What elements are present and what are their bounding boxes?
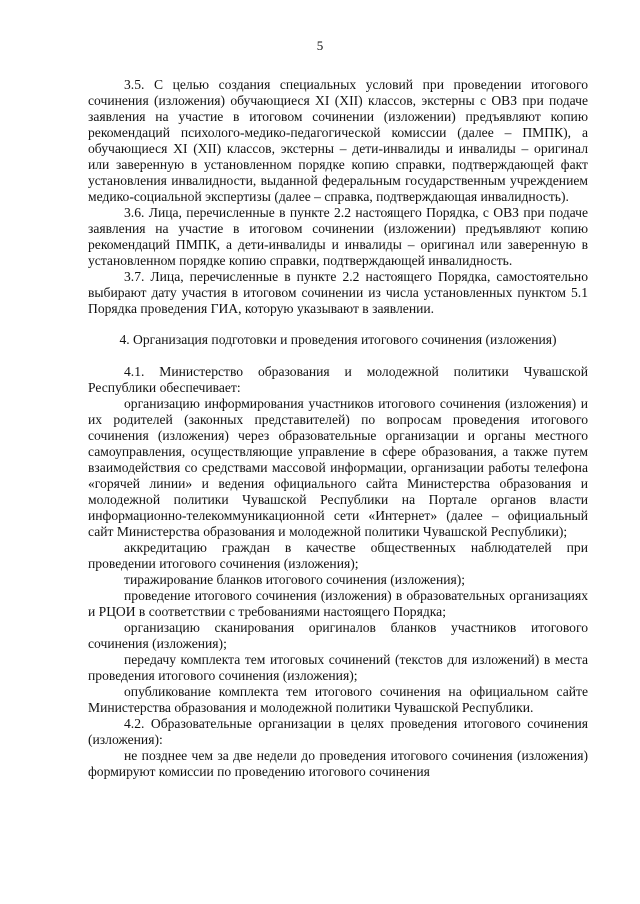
document-body (88, 77, 588, 780)
list-item-printing: тиражирование бланков итогового сочинения (изложения); (124, 572, 466, 587)
section-heading: 4. Организация подготовки и проведения итогового сочинения (изложения) (119, 332, 557, 347)
list-item-commissions: не позднее чем за две недели до проведения итогового сочинения (изложения) формируют комиссии по проведению итогового сочинения (88, 748, 588, 779)
list-item-transfer: передачу комплекта тем итоговых сочинений (текстов для изложений) в места проведения итогового сочинения (изложения); (88, 652, 588, 683)
paragraph-3-5: 3.5. С целью создания специальных условий при проведении итогового сочинения (изложения) обучающиеся XI (XII) классов, экстерны с ОВЗ при подаче заявления на участие в итоговом сочинении (изложении) предъявляют копию рекомендаций психолого-медико-педагогической комиссии (далее – ПМПК), а обучающиеся XI (XII) классов, экстерны – дети-инвалиды и инвалиды – оригинал или заверенную в установленном порядке копию справки, подтверждающей факт установления инвалидности, выданной федеральным государственным учреждением медико-социальной экспертизы (далее – справка, подтверждающая инвалидность). (88, 77, 588, 204)
list-item-publishing: опубликование комплекта тем итогового сочинения на официальном сайте Министерства образования и молодежной политики Чувашской Республики. (88, 684, 588, 715)
paragraph-3-6: 3.6. Лица, перечисленные в пункте 2.2 настоящего Порядка, с ОВЗ при подаче заявления на участие в итоговом сочинении (изложении) предъявляют копию рекомендаций ПМПК, а дети-инвалиды и инвалиды – оригинал или заверенную в установленном порядке копию справки, подтверждающей инвалидность. (88, 205, 588, 268)
list-item-accreditation: аккредитацию граждан в качестве общественных наблюдателей при проведении итогового сочинения (изложения); (88, 540, 588, 571)
list-item-scanning: организацию сканирования оригиналов бланков участников итогового сочинения (изложения); (88, 620, 588, 651)
paragraph-3-7: 3.7. Лица, перечисленные в пункте 2.2 настоящего Порядка, самостоятельно выбирают дату участия в итоговом сочинении из числа установленных пунктом 5.1 Порядка проведения ГИА, которую указывают в заявлении. (88, 269, 588, 316)
paragraph-4-1: 4.1. Министерство образования и молодежной политики Чувашской Республики обеспечивает: (88, 364, 588, 395)
list-item-conducting: проведение итогового сочинения (изложения) в образовательных организациях и РЦОИ в соответствии с требованиями настоящего Порядка; (88, 588, 588, 619)
list-item-informing: организацию информирования участников итогового сочинения (изложения) и их родителей (законных представителей) по вопросам проведения итогового сочинения (изложения) через образовательные организации и органы местного самоуправления, осуществляющие управление в сфере образования, а также путем взаимодействия со средствами массовой информации, организации работы телефона «горячей линии» и ведения официального сайта Министерства образования и молодежной политики Чувашской Республики на Портале органов власти информационно-телекоммуникационной сети «Интернет» (далее – официальный сайт Министерства образования и молодежной политики Чувашской Республики); (88, 396, 588, 539)
page-number: 5 (316, 38, 324, 53)
paragraph-4-2: 4.2. Образовательные организации в целях проведения итогового сочинения (изложения): (88, 716, 588, 747)
